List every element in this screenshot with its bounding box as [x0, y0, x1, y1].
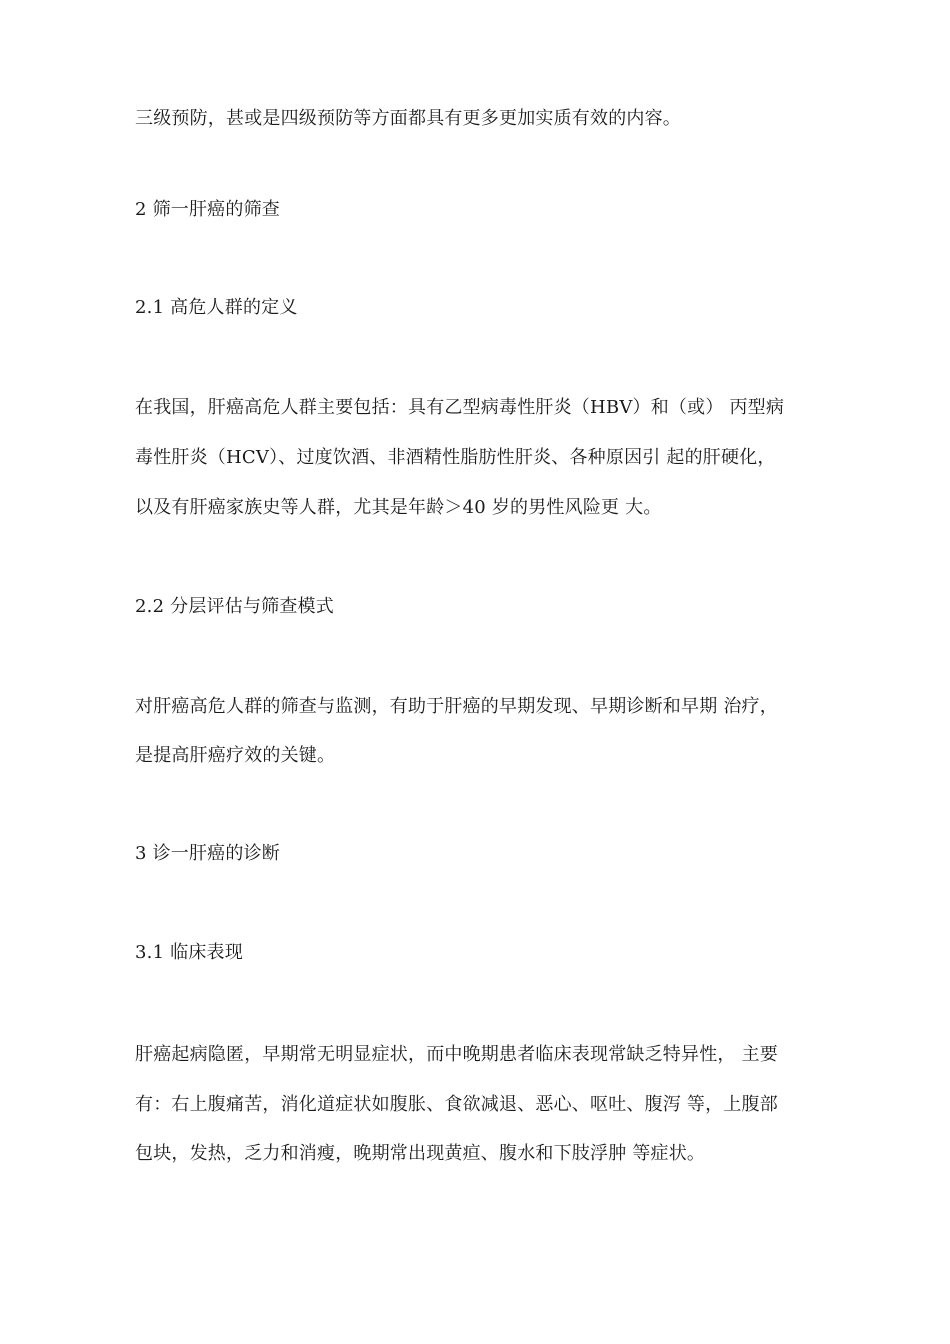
subsection-heading: 3.1 临床表现 [135, 942, 243, 963]
paragraph-line: 对肝癌高危人群的筛查与监测，有助于肝癌的早期发现、早期诊断和早期 治疗， [135, 696, 778, 717]
paragraph-line: 三级预防，甚或是四级预防等方面都具有更多更加实质有效的内容。 [135, 108, 681, 129]
paragraph-line: 包块，发热，乏力和消瘦，晚期常出现黄疸、腹水和下肢浮肿 等症状。 [135, 1143, 706, 1164]
paragraph-line: 毒性肝炎（HCV）、过度饮酒、非酒精性脂肪性肝炎、各种原因引 起的肝硬化， [135, 447, 776, 468]
subsection-heading: 2.2 分层评估与筛查模式 [135, 596, 334, 617]
subsection-heading: 2.1 高危人群的定义 [135, 297, 298, 318]
paragraph-line: 以及有肝癌家族史等人群，尤其是年龄＞40 岁的男性风险更 大。 [135, 497, 662, 518]
paragraph-line: 肝癌起病隐匿，早期常无明显症状，而中晚期患者临床表现常缺乏特异性， 主要 [135, 1044, 778, 1065]
paragraph-line: 是提高肝癌疗效的关键。 [135, 745, 336, 766]
section-heading: 3 诊一肝癌的诊断 [135, 843, 280, 864]
paragraph-line: 在我国，肝癌高危人群主要包括：具有乙型病毒性肝炎（HBV）和（或） 丙型病 [135, 397, 785, 418]
section-heading: 2 筛一肝癌的筛查 [135, 199, 280, 220]
paragraph-line: 有：右上腹痛苦，消化道症状如腹胀、食欲减退、恶心、呕吐、腹泻 等，上腹部 [135, 1094, 778, 1115]
